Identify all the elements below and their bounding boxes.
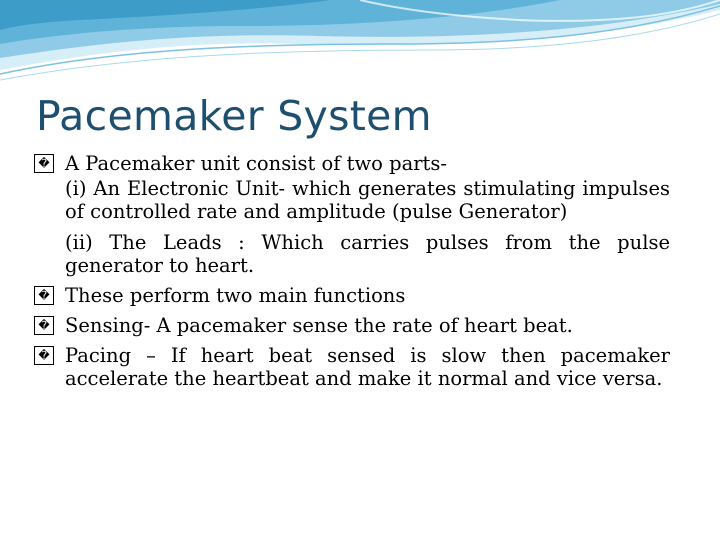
missing-glyph-bullet-icon: � (34, 154, 54, 173)
list-item (34, 284, 670, 307)
slide-body (34, 152, 670, 390)
bullet-text: A Pacemaker unit consist of two parts- (65, 152, 447, 175)
missing-glyph-bullet-icon: � (34, 316, 54, 335)
list-item (34, 314, 670, 337)
bullet-text: Pacing – If heart beat sensed is slow then pacemaker accelerate the heartbeat and make it normal and vice versa. (65, 344, 670, 390)
sub-item (34, 231, 670, 277)
sub-item (34, 177, 670, 223)
sub-item-text: (i) An Electronic Unit- which generates stimulating impulses of controlled rate and amplitude (pulse Generator) (65, 177, 670, 223)
list-item (34, 344, 670, 390)
header-wave-decoration (0, 0, 720, 90)
list-item (34, 152, 670, 175)
sub-item-text: (ii) The Leads : Which carries pulses from the pulse generator to heart. (65, 231, 670, 277)
missing-glyph-bullet-icon: � (34, 286, 54, 305)
bullet-text: Sensing- A pacemaker sense the rate of heart beat. (65, 314, 573, 337)
missing-glyph-bullet-icon: � (34, 346, 54, 365)
bullet-text: These perform two main functions (65, 284, 406, 307)
slide-title: Pacemaker System (36, 92, 432, 140)
